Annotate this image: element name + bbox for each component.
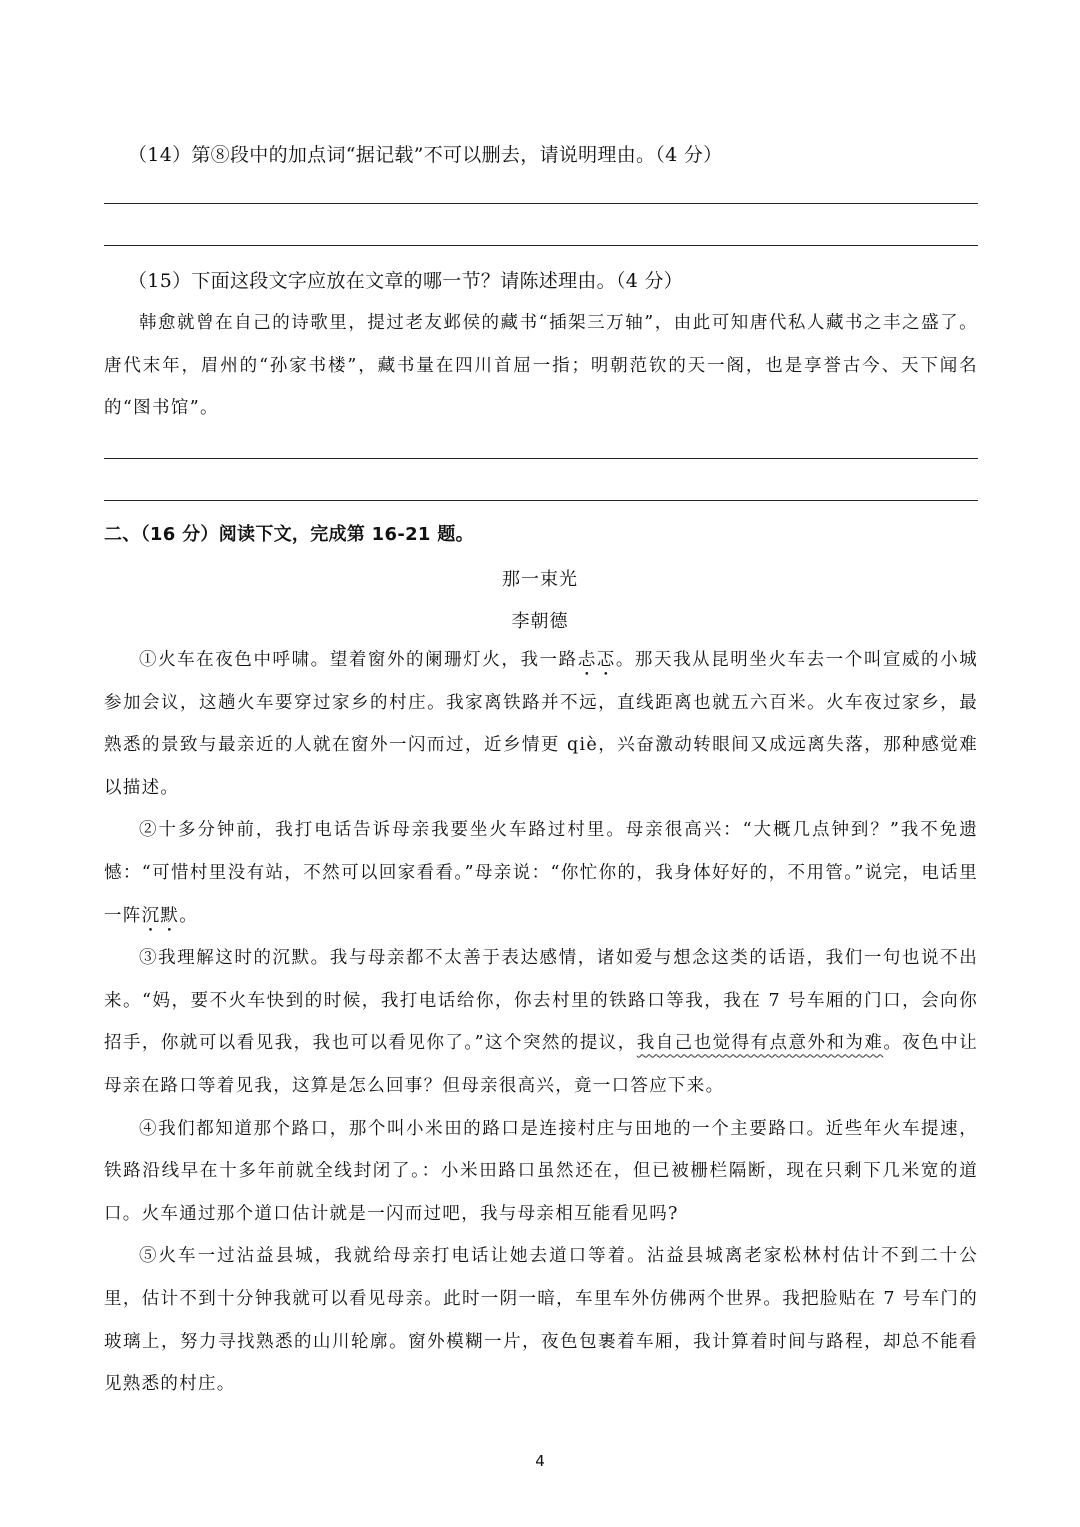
article-author: 李朝德 xyxy=(511,611,569,632)
p1-text-a: ①火车在夜色中呼啸。望着窗外的阑珊灯火，我一路 xyxy=(139,650,578,670)
p2-text-b: 。 xyxy=(179,905,199,926)
answer-line-14-1 xyxy=(104,203,978,204)
p1-text-b: 。那天我从昆明坐火车去一个叫宣威的小城参加会议，这趟火车要穿过家乡的村庄。我家离铁路并不远，直线距离也就五六百米。火车夜过家乡，最熟悉的景致与最亲近的人就在窗外一闪而过，近乡情更 qiè，兴奋激动转眼间又成远离失落，那种感觉难以描述。 xyxy=(104,650,978,798)
question-14: （14）第⑧段中的加点词“据记载”不可以删去，请说明理由。（4 分） xyxy=(128,144,723,166)
p2-dotted-word: 沉默 xyxy=(141,905,180,926)
page-number: 4 xyxy=(535,1452,545,1470)
paragraph-4: ④我们都知道那个路口，那个叫小米田的路口是连接村庄与田地的一个主要路口。近些年火车提速，铁路沿线早在十多年前就全线封闭了。：小米田路口虽然还在，但已被栅栏隔断，现在只剩下几米宽的道口。火车通过那个道口估计就是一闪而过吧，我与母亲相互能看见吗? xyxy=(104,1118,978,1224)
p3-text-b: 。夜色中让母亲在路口等着见我，这算是怎么回事？但母亲很高兴，竟一口答应下来。 xyxy=(104,1033,978,1096)
p2-text-a: ②十多分钟前，我打电话告诉母亲我要坐火车路过村里。母亲很高兴：“大概几点钟到？”我不免遗憾：“可惜村里没有站，不然可以回家看看。”母亲说：“你忙你的，我身体好好的，不用管。”说完，电话里一阵 xyxy=(104,820,978,926)
answer-line-15-2 xyxy=(104,500,978,501)
passage-text: 韩愈就曾在自己的诗歌里，提过老友邺侯的藏书“插架三万轴”，由此可知唐代私人藏书之丰之盛了。唐代末年，眉州的“孙家书楼”，藏书量在四川首屈一指；明朝范钦的天一阁，也是享誉古今、天下闻名的“图书馆”。 xyxy=(104,313,978,418)
paragraph-1 xyxy=(104,639,978,809)
article-body xyxy=(104,639,978,1406)
paragraph-5: ⑤火车一过沾益县城，我就给母亲打电话让她去道口等着。沾益县城离老家松林村估计不到二十公里，估计不到十分钟我就可以看见母亲。此时一阴一暗，车里车外仿佛两个世界。我把脸贴在 7 号车门的玻璃上，努力寻找熟悉的山川轮廓。窗外模糊一片，夜色包裹着车厢，我计算着时间与路程，却总不能看见熟悉的村庄。 xyxy=(104,1246,978,1395)
p3-wavy-underline: 我自己也觉得有点意外和为难 xyxy=(636,1033,884,1054)
answer-line-14-2 xyxy=(104,245,978,246)
p3-text-a: ③我理解这时的沉默。我与母亲都不太善于表达感情，诸如爱与想念这类的话语，我们一句也说不出来。“妈，要不火车快到的时候，我打电话给你，你去村里的铁路口等我，我在 7 号车厢的门口，会向你招手，你就可以看见我，我也可以看见你了。”这个突然的提议， xyxy=(104,948,978,1054)
article-title: 那一束光 xyxy=(502,569,578,590)
question-15: （15）下面这段文字应放在文章的哪一节？请陈述理由。（4 分） xyxy=(128,270,684,292)
question-15-passage xyxy=(104,302,978,430)
p1-dotted-word: 忐忑 xyxy=(577,650,616,670)
paragraph-2 xyxy=(104,809,978,937)
section-2-heading: 二、（16 分）阅读下文，完成第 16-21 题。 xyxy=(104,524,474,545)
answer-line-15-1 xyxy=(104,458,978,459)
paragraph-3 xyxy=(104,937,978,1107)
